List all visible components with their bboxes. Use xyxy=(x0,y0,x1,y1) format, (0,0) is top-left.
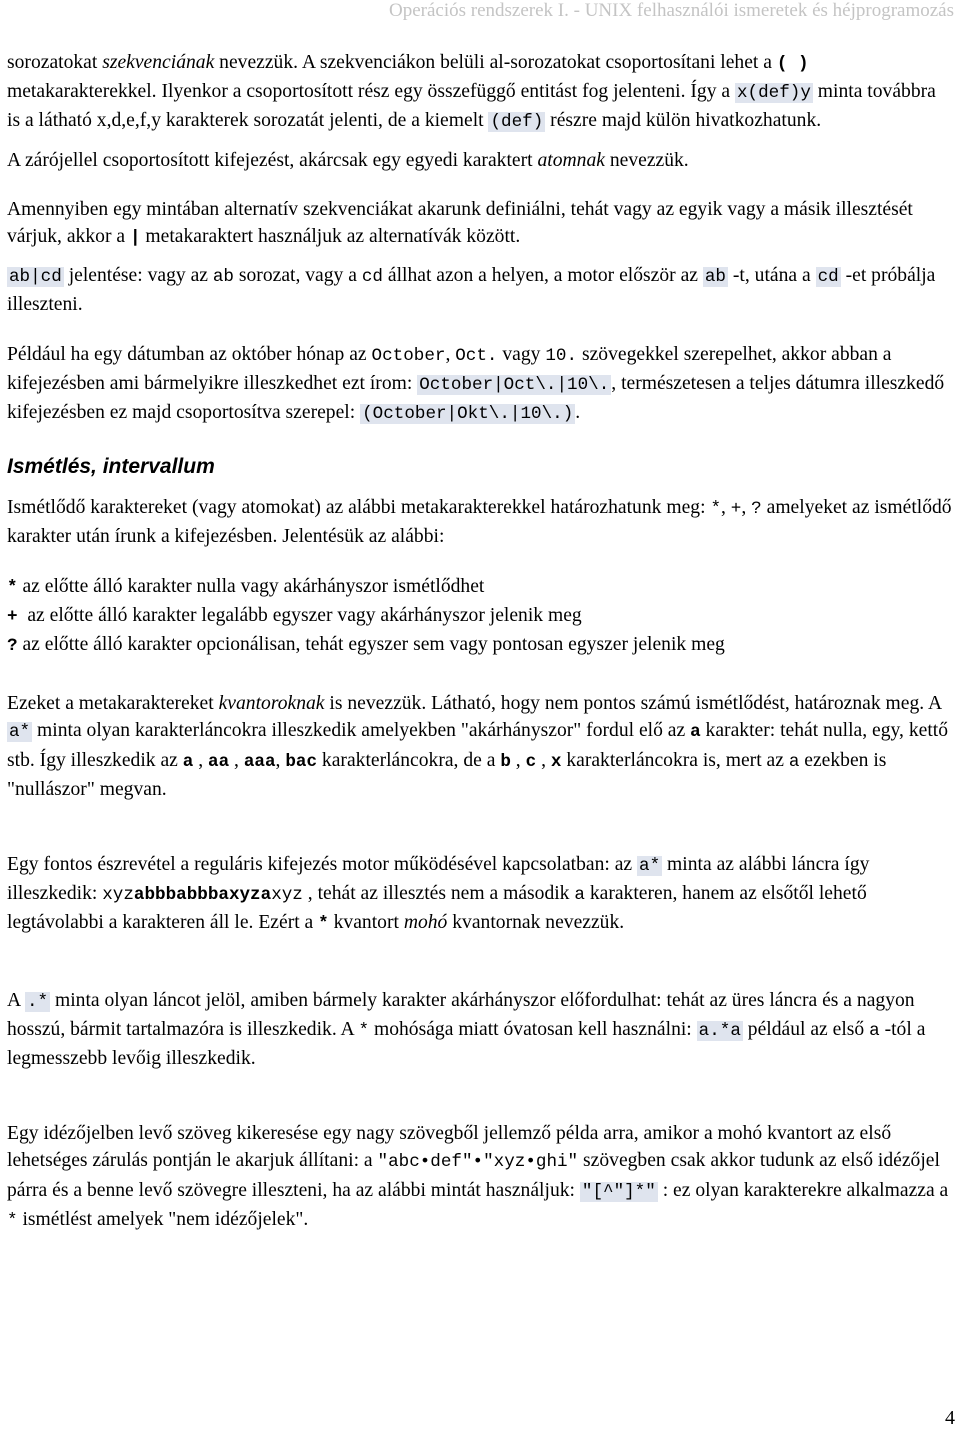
code-example: a xyxy=(788,751,800,772)
text: Amennyiben egy mintában alternatív szekvenciákat akarunk definiálni, tehát vagy az egyik vagy a másik illesztését várjuk, akkor a xyxy=(7,198,913,248)
emphasis: atomnak xyxy=(537,149,605,171)
quantifier-symbol: * xyxy=(7,577,18,598)
text: nevezzük. xyxy=(604,149,689,171)
code-example: xyz xyxy=(271,885,303,906)
text: ezekben is "nullászor" megvan. xyxy=(7,749,887,800)
text: , xyxy=(510,749,526,771)
code-example: Oct. xyxy=(455,345,498,366)
text: Ismétlődő karaktereket (vagy atomokat) az alábbi metakarakterekkel határozhatunk meg: xyxy=(7,497,711,519)
text: Egy idézőjelben levő szöveg kikeresése egy nagy szövegből jellemző példa arra, amikor a mohó kvantort az első lehetséges zárulás pontján le akarjuk állítani: a xyxy=(7,1123,892,1172)
code-bold: abbbabbbaxyza xyxy=(133,885,272,906)
emphasis: szekvenciának xyxy=(102,52,215,73)
text: , xyxy=(536,749,551,771)
text: , xyxy=(193,749,209,771)
code-example: (October|Okt\.|10\.) xyxy=(362,404,574,425)
text: , xyxy=(275,749,286,771)
code-parens: ( ) xyxy=(776,54,809,74)
text: karakteren, hanem az elsőtől lehető legtávolabbi a karakteren áll le. Ezért a xyxy=(7,883,867,934)
paragraph-grouping xyxy=(7,49,953,137)
text: minta továbbra is a látható x,d,e,f,y karakterek sorozatát jelenti, de a kiemelt xyxy=(7,81,936,132)
text: mohósága miatt óvatosan kell használni: xyxy=(369,1018,697,1040)
code-example: "abc•def"•"xyz•ghi" xyxy=(377,1152,579,1173)
text: , természetesen a teljes dátumra illeszkedő kifejezésben ez majd csoportosítva szerepel: xyxy=(7,372,945,424)
text: , tehát az illesztés nem a második xyxy=(302,883,575,905)
text: -tól a legmesszebb levőig illeszkedik. xyxy=(7,1018,926,1070)
code-example: a* xyxy=(9,722,31,743)
paragraph-atom xyxy=(7,147,953,174)
text: , xyxy=(741,497,752,519)
paragraph-date-example xyxy=(7,341,953,429)
quantifier-list-item xyxy=(7,602,953,631)
code-pipe: | xyxy=(129,228,141,249)
text: szövegekkel szerepelhet, akkor abban a kifejezésben ami bármelyikre illeszkedhet ezt írom: xyxy=(7,343,892,394)
code-example: a* xyxy=(639,856,661,877)
text: szövegben csak akkor tudunk az első idézőjel párra és a benne levő szövegre illeszteni, ha az alábbi mintát használjuk: xyxy=(7,1150,940,1201)
code-example: ab xyxy=(212,267,234,288)
code-example: a.*a xyxy=(698,1020,741,1041)
text: -et próbálja illeszteni. xyxy=(7,265,936,316)
running-header: Operációs rendszerek I. - UNIX felhasználói ismeretek és héjprogramozás xyxy=(388,0,954,21)
text: kvantort xyxy=(328,912,404,934)
text: , xyxy=(229,749,244,771)
text: minta olyan karakterláncokra illeszkedik amelyekben "akárhányszor" fordul elő az xyxy=(32,720,691,742)
text: Például ha egy dátumban az október hónap az xyxy=(7,343,372,365)
quantifier-list-item xyxy=(7,573,953,602)
code-bold: * xyxy=(318,914,329,935)
emphasis: mohó xyxy=(403,912,448,934)
text: . xyxy=(575,402,581,424)
paragraph-quantifiers xyxy=(7,690,953,803)
code-example: October|Oct\.|10\. xyxy=(419,374,610,395)
text: Egy fontos észrevétel a reguláris kifejezés motor működésével kapcsolatban: az xyxy=(7,854,638,876)
text: , xyxy=(445,343,456,365)
code-bold: x xyxy=(550,751,562,772)
text: részre majd külön hivatkozhatunk. xyxy=(545,110,822,132)
code-bold: bac xyxy=(285,751,318,772)
text: állhat azon a helyen, a motor először az xyxy=(382,265,703,287)
text: vagy xyxy=(497,343,546,365)
code-example: a xyxy=(574,885,585,906)
code-example: "[^"]*" xyxy=(581,1181,656,1202)
text: az előtte álló karakter legalább egyszer vagy akárhányszor jelenik meg xyxy=(17,604,582,626)
text: sorozat, vagy a xyxy=(233,265,362,287)
paragraph-alternatives xyxy=(7,196,953,252)
code-bold: c xyxy=(525,751,537,772)
text: karakter: tehát nulla, egy, kettő stb. Így illeszkedik az xyxy=(7,720,949,771)
code-bold: a xyxy=(182,751,194,772)
code-example: cd xyxy=(817,267,839,288)
emphasis: kvantoroknak xyxy=(218,693,325,715)
text: az előtte álló karakter nulla vagy akárhányszor ismétlődhet xyxy=(17,575,485,597)
code-example: + xyxy=(730,499,742,520)
code-example: ? xyxy=(751,499,762,520)
code-example: a xyxy=(869,1020,880,1041)
text: A zárójellel csoportosított kifejezést, akárcsak egy egyedi karaktert xyxy=(7,149,538,171)
code-example: xyz xyxy=(102,885,134,906)
text: ismétlést amelyek "nem idézőjelek". xyxy=(17,1208,309,1230)
text: is nevezzük. Látható, hogy nem pontos számú ismétlődést, határoznak meg. A xyxy=(324,693,942,715)
text: A xyxy=(7,989,25,1011)
text: karakterláncokra, de a xyxy=(317,749,501,771)
paragraph-dot-star xyxy=(7,987,953,1073)
code-example: cd xyxy=(361,267,383,288)
text: amelyeket az ismétlődő karakter után írunk a kifejezésben. Jelentésük az alábbi: xyxy=(7,497,952,548)
code-example: x(def)y xyxy=(736,83,811,104)
text: nevezzük. A szekvenciákon belüli al-sorozatokat csoportosítani lehet a xyxy=(214,52,777,73)
code-example: ab xyxy=(704,267,726,288)
paragraph-repetition xyxy=(7,494,953,550)
quantifier-symbol: + xyxy=(7,606,18,627)
text: -t, utána a xyxy=(728,265,816,287)
paragraph-greedy xyxy=(7,851,953,939)
code-example: (def) xyxy=(490,112,544,133)
text: Ezeket a metakaraktereket xyxy=(7,693,219,715)
text: karakterláncokra is, mert az xyxy=(561,749,789,771)
code-bold: b xyxy=(500,751,511,772)
text: például az első xyxy=(742,1018,870,1040)
paragraph-quoted-text xyxy=(7,1120,953,1235)
code-bold: aa xyxy=(208,751,230,772)
quantifier-list-item xyxy=(7,631,953,660)
text: metakarakterekkel. Ilyenkor a csoportosított rész egy összefüggő entitást fog jelenteni. Így a xyxy=(7,81,735,103)
text: sorozatokat xyxy=(7,52,103,73)
quantifier-symbol: ? xyxy=(7,636,18,657)
text: kvantornak nevezzük. xyxy=(447,912,625,934)
text: : ez olyan karakterekre alkalmazza a xyxy=(657,1179,949,1201)
code-example: * xyxy=(358,1020,370,1041)
code-bold: aaa xyxy=(243,751,276,772)
code-example: * xyxy=(7,1210,18,1231)
code-example: ab|cd xyxy=(9,267,62,288)
code-example: October xyxy=(371,345,446,366)
text: az előtte álló karakter opcionálisan, tehát egyszer sem vagy pontosan egyszer jelenik meg xyxy=(17,634,725,656)
code-example: .* xyxy=(26,991,49,1012)
page-body xyxy=(7,49,953,1235)
text: jelentése: vagy az xyxy=(63,265,213,287)
page-number: 4 xyxy=(945,1407,955,1429)
code-example: 10. xyxy=(545,345,578,366)
text: minta olyan láncot jelöl, amiben bármely karakter akárhányszor előfordulhat: tehát az üres láncra és a nagyon hosszú, bármit tartalmazóra is illeszkedik. A xyxy=(7,989,915,1040)
text: , xyxy=(721,497,731,519)
code-example: * xyxy=(710,499,721,520)
paragraph-ab-cd xyxy=(7,262,953,318)
code-bold: a xyxy=(690,722,701,743)
section-heading: Ismétlés, intervallum xyxy=(7,455,215,479)
text: metakaraktert használjuk az alternatívák között. xyxy=(140,226,521,248)
text: minta az alábbi láncra így illeszkedik: xyxy=(7,854,870,905)
